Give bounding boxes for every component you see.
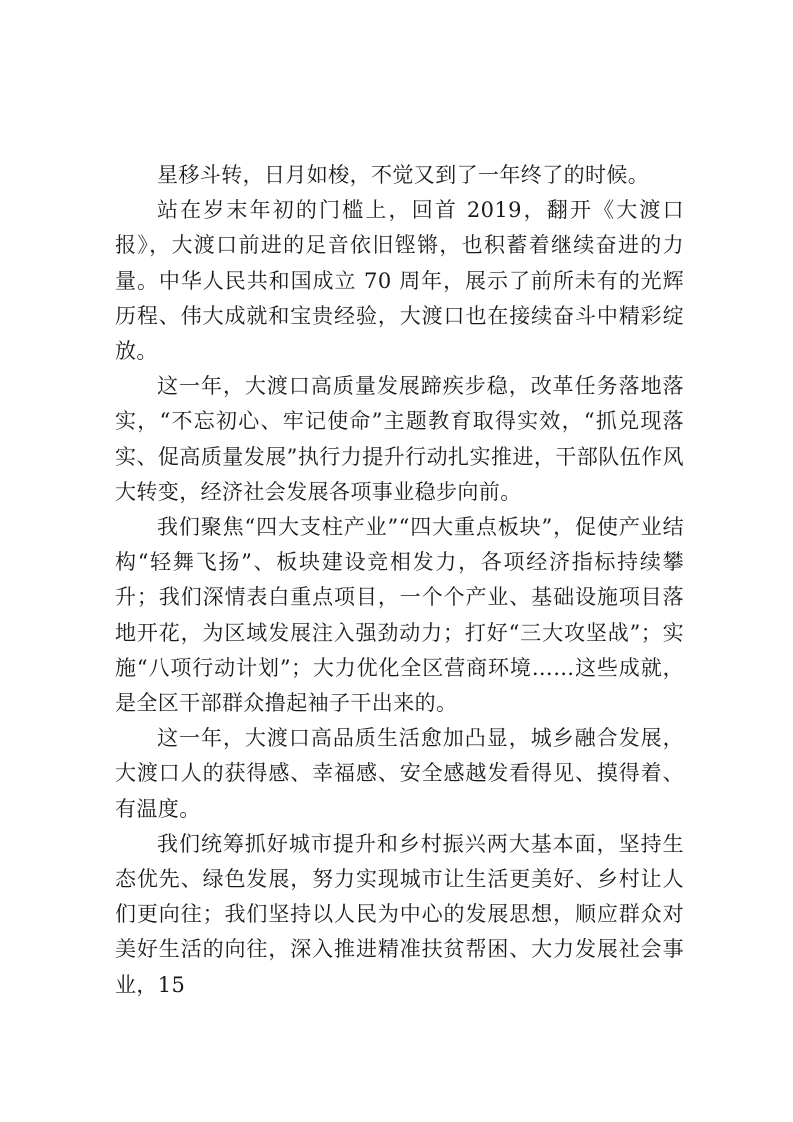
paragraph-1: 星移斗转，日月如梭，不觉又到了一年终了的时候。	[157, 163, 650, 187]
paragraph-6: 我们统筹抓好城市提升和乡村振兴两大基本面，坚持生态优先、绿色发展，努力实现城市让生活更美好、乡村让人们更向往；我们坚持以人民为中心的发展思想，顺应群众对美好生活的向往，深入推进精准扶贫帮困、大力发展社会事业，15	[115, 831, 684, 997]
paragraph-3: 这一年，大渡口高质量发展蹄疾步稳，改革任务落地落实，“不忘初心、牢记使命”主题教育取得实效，“抓兑现落实、促高质量发展”执行力提升行动扎实推进，干部队伍作风大转变，经济社会发展各项事业稳步向前。	[115, 374, 684, 504]
article-body	[115, 158, 684, 1003]
paragraph-2: 站在岁末年初的门槛上，回首 2019，翻开《大渡口报》，大渡口前进的足音依旧铿锵，也积蓄着继续奋进的力量。中华人民共和国成立 70 周年，展示了前所未有的光辉历程、伟大成就和宝贵经验，大渡口也在接续奋斗中精彩绽放。	[115, 198, 684, 364]
paragraph-4: 我们聚焦“四大支柱产业”“四大重点板块”，促使产业结构“轻舞飞扬”、板块建设竞相发力，各项经济指标持续攀升；我们深情表白重点项目，一个个产业、基础设施项目落地开花，为区域发展注入强劲动力；打好“三大攻坚战”；实施“八项行动计划”；大力优化全区营商环境……这些成就，是全区干部群众撸起袖子干出来的。	[115, 515, 684, 716]
paragraph-5: 这一年，大渡口高品质生活愈加凸显，城乡融合发展，大渡口人的获得感、幸福感、安全感越发看得见、摸得着、有温度。	[115, 726, 684, 821]
